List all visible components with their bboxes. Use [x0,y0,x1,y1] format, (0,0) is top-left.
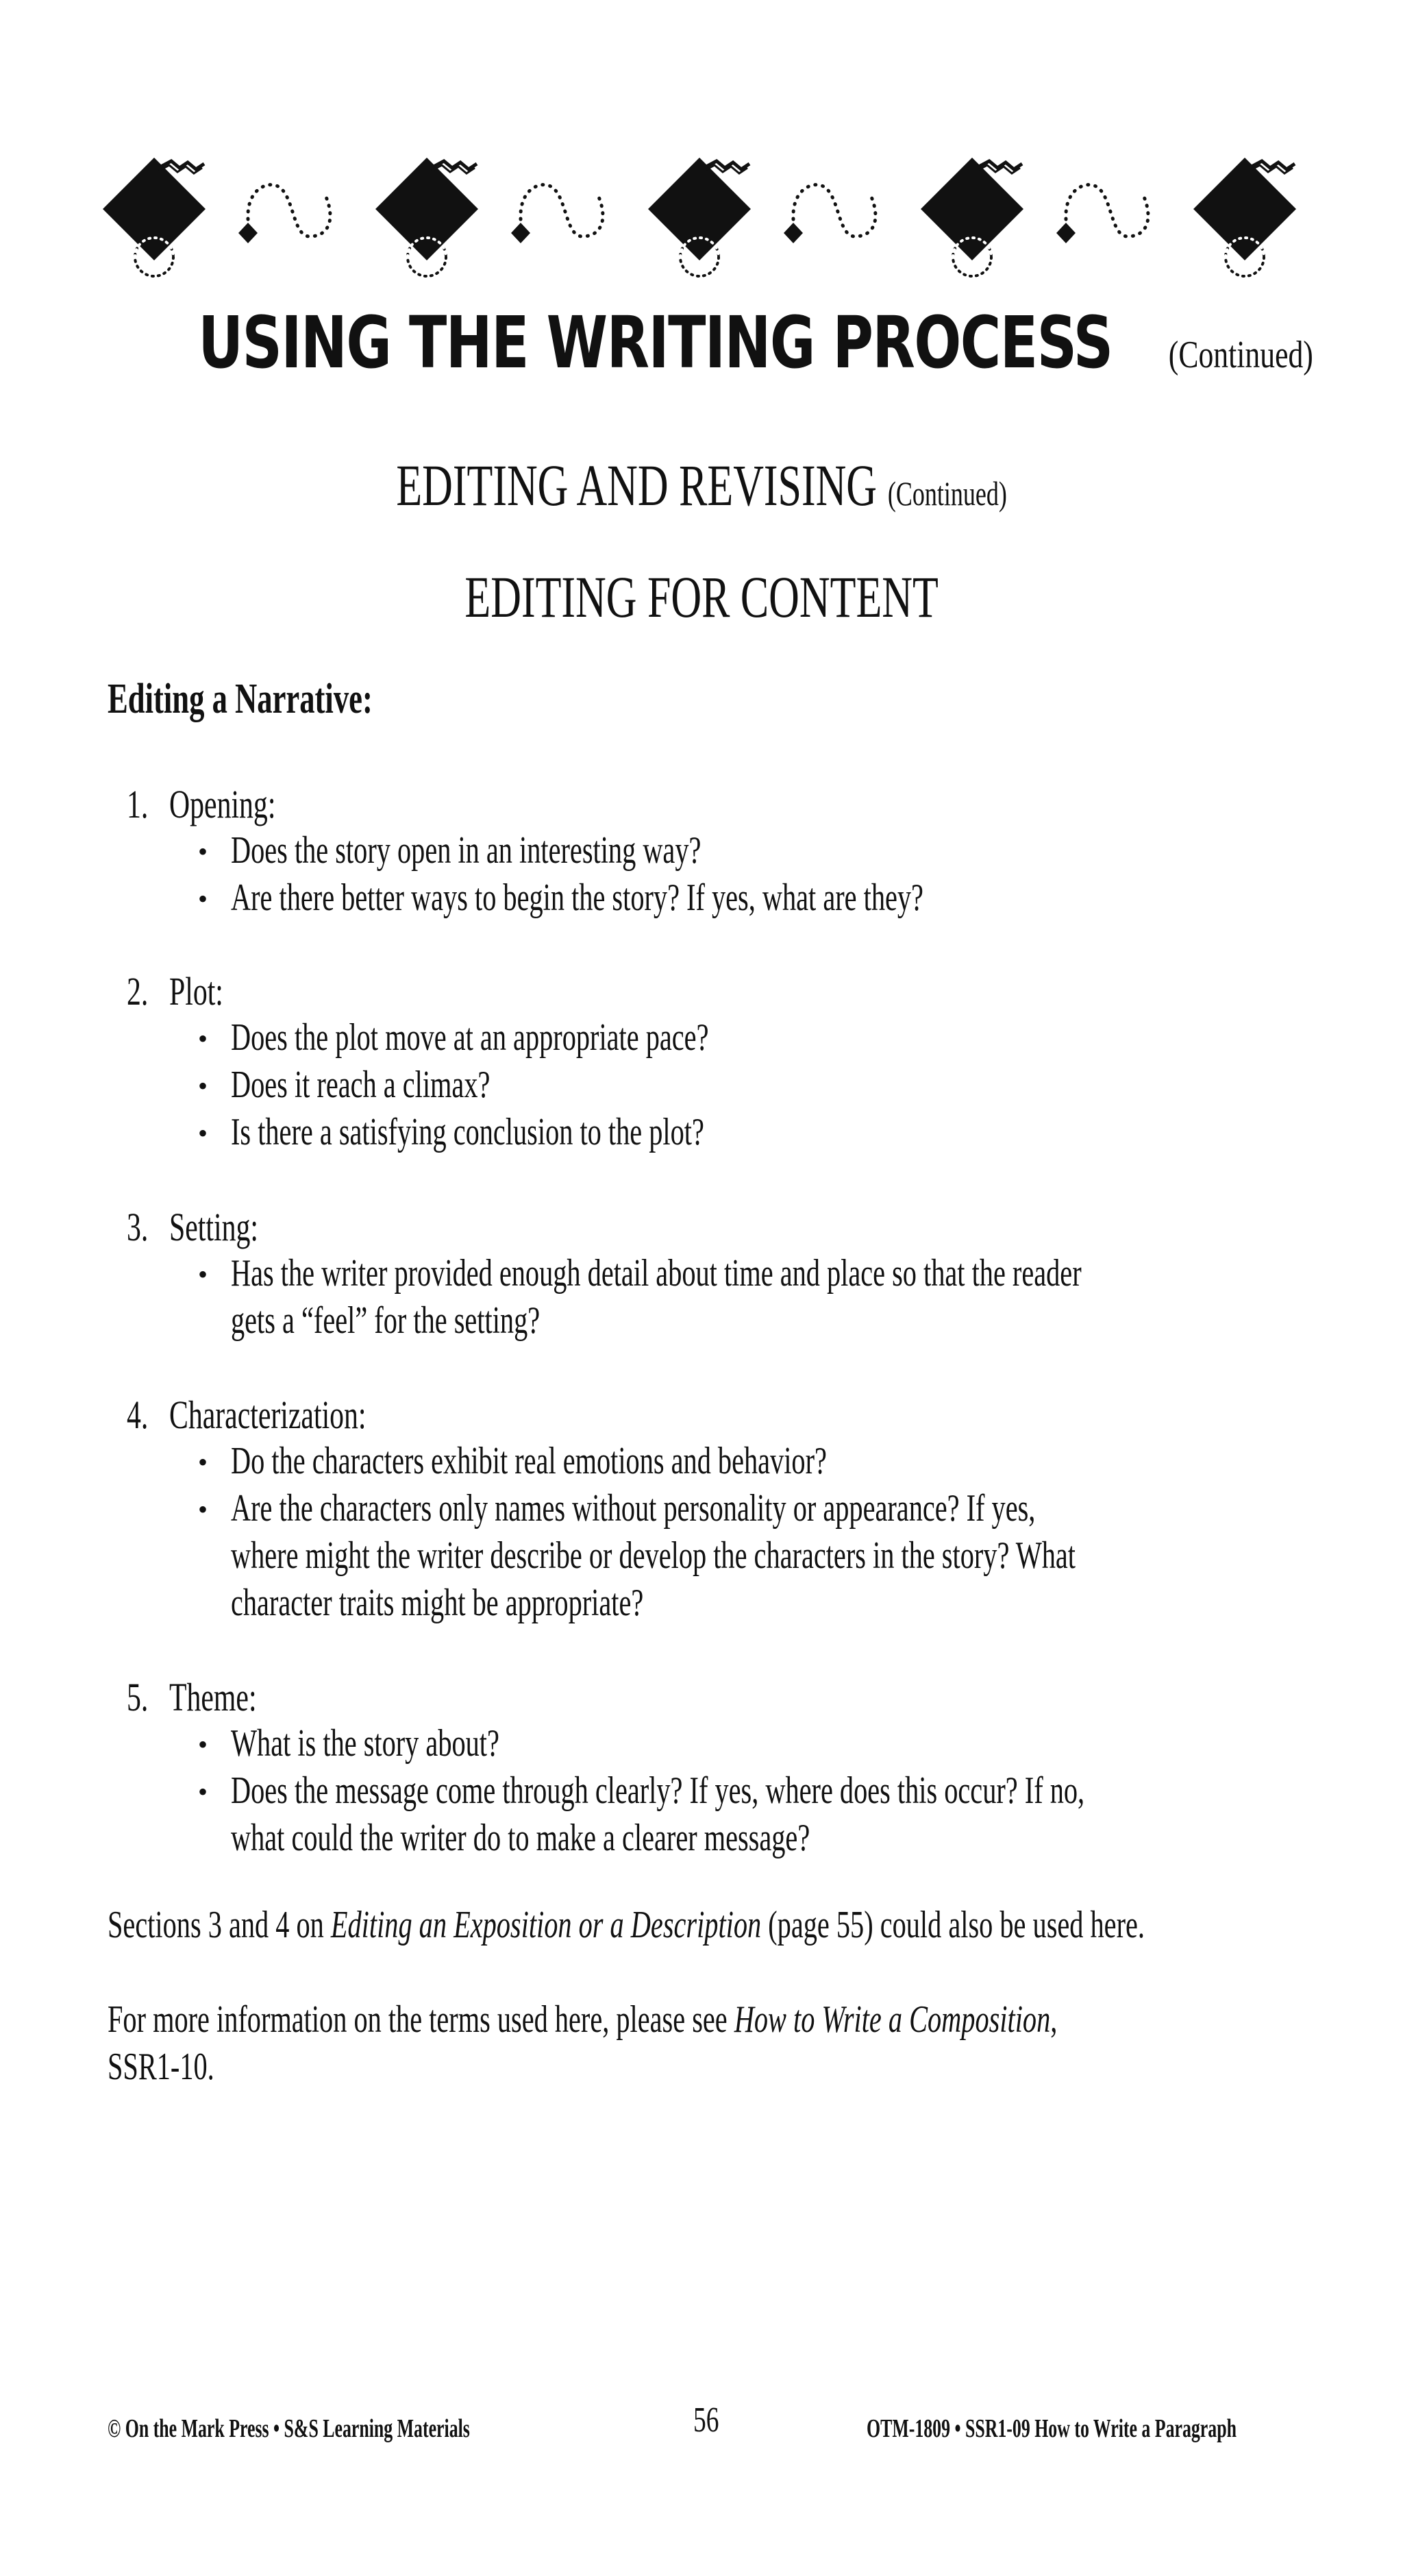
note-sections [108,1903,1403,1947]
bullet-text-line [231,1816,1035,1860]
note-text: SSR1-10. [108,2046,214,2088]
title-text: USING THE WRITING PROCESS [198,301,1113,384]
bullet-text: What is the story about? [231,1722,499,1765]
footer-product [867,2414,1403,2444]
title-suffix: (Continued) [1168,334,1313,376]
bullet-text: character traits might be appropriate? [231,1582,644,1624]
page-number-text: 56 [693,2401,719,2440]
bullet-text-line [231,1439,1058,1483]
section-heading-text: Editing a Narrative: [108,676,373,722]
bullet-text: Are there better ways to begin the story? If yes, what are they? [231,876,923,919]
footer-copyright [108,2414,641,2444]
item-number-text: 4. [127,1393,149,1437]
graduation-cap-icon [375,158,478,276]
list-item-label [169,968,245,1014]
item-label-text: Characterization: [169,1393,367,1437]
decorative-border [103,147,1315,284]
graduation-cap-icon [103,158,206,276]
bullet-text: Does the message come through clearly? If yes, where does this occur? If no, [231,1769,1085,1812]
bullet-text-line [231,1769,1403,1813]
bullet-icon: • [198,1259,208,1290]
subtitle [0,452,1403,518]
bullet-icon: • [198,836,208,867]
dotted-swirl-icon [238,185,330,243]
item-number-text: 1. [127,782,149,826]
item-number-text: 2. [127,969,149,1014]
bullet-text-line [231,876,1193,920]
note-reference-title: How to Write a Composition [734,1998,1051,2041]
bullet-text: Does the plot move at an appropriate pace? [231,1016,709,1059]
bullet-text-line [231,1486,1348,1530]
bullet-text: Has the writer provided enough detail about time and place so that the reader [231,1252,1082,1295]
bullet-text: Does the story open in an interesting way? [231,829,702,872]
item-number-text: 5. [127,1675,149,1719]
dotted-swirl-icon [511,185,603,243]
bullet-icon: • [198,1494,208,1525]
bullet-text-line [231,1299,660,1342]
graduation-cap-icon [648,158,751,276]
graduation-cap-icon [1193,158,1296,276]
list-item-label [169,1392,443,1438]
bullet-text-line [231,829,884,872]
bullet-icon: • [198,1070,208,1101]
note-text: Sections 3 and 4 on [108,1904,331,1946]
note-reference-title: Editing an Exposition or a Description [330,1904,762,1946]
bullet-icon: • [198,883,208,914]
bullet-text-line [231,1534,1403,1578]
bullet-text: Does it reach a climax? [231,1064,491,1106]
section-heading [108,675,475,724]
page-title [0,301,1403,384]
bullet-text: Is there a satisfying conclusion to the plot? [231,1111,704,1153]
item-label-text: Opening: [169,782,276,826]
list-item-label [169,1204,293,1250]
footer-right-text: OTM-1809 • SSR1-09 How to Write a Paragraph [867,2414,1237,2443]
bullet-text-line [231,1063,591,1107]
bullet-icon: • [198,1776,208,1807]
list-item-number [127,1204,157,1250]
item-label-text: Theme: [169,1675,257,1719]
footer-left-text: © On the Mark Press • S&S Learning Materials [108,2414,470,2443]
section-title [0,564,1403,630]
bullet-text: Are the characters only names without personality or appearance? If yes, [231,1487,1036,1530]
item-label-text: Plot: [169,969,223,1014]
note-more-info-line2 [108,2045,256,2089]
graduation-cap-icon [921,158,1023,276]
list-item-label [169,1674,290,1720]
bullet-icon: • [198,1023,208,1054]
item-label-text: Setting: [169,1205,258,1249]
bullet-text-line [231,1581,804,1625]
section-title-text: EDITING FOR CONTENT [464,564,939,630]
item-number-text: 3. [127,1205,149,1249]
bullet-text: where might the writer describe or develop the characters in the story? What [231,1534,1076,1577]
list-item-number [127,968,157,1014]
note-text: For more information on the terms used here, please see [108,1998,734,2041]
list-item-number [127,1674,157,1720]
bullet-text: gets a “feel” for the setting? [231,1299,541,1342]
bullet-text: Do the characters exhibit real emotions and behavior? [231,1440,827,1482]
list-item-number [127,781,157,827]
note-more-info [108,1998,1403,2041]
bullet-text: what could the writer do to make a clearer message? [231,1817,810,1859]
dotted-swirl-icon [1056,185,1148,243]
dotted-swirl-icon [784,185,876,243]
bullet-icon: • [198,1729,208,1760]
list-item-number [127,1392,157,1438]
bullet-text-line [231,1251,1403,1295]
subtitle-text: EDITING AND REVISING [396,452,877,518]
bullet-icon: • [198,1447,208,1477]
subtitle-suffix: (Continued) [887,474,1007,513]
page-number [693,2400,729,2440]
bullet-text-line [231,1016,895,1059]
note-text: (page 55) could also be used here. [761,1904,1145,1946]
bullet-text-line [231,1721,604,1765]
list-item-label [169,781,317,827]
bullet-text-line [231,1110,889,1154]
bullet-icon: • [198,1118,208,1149]
note-text: , [1050,1998,1058,2041]
